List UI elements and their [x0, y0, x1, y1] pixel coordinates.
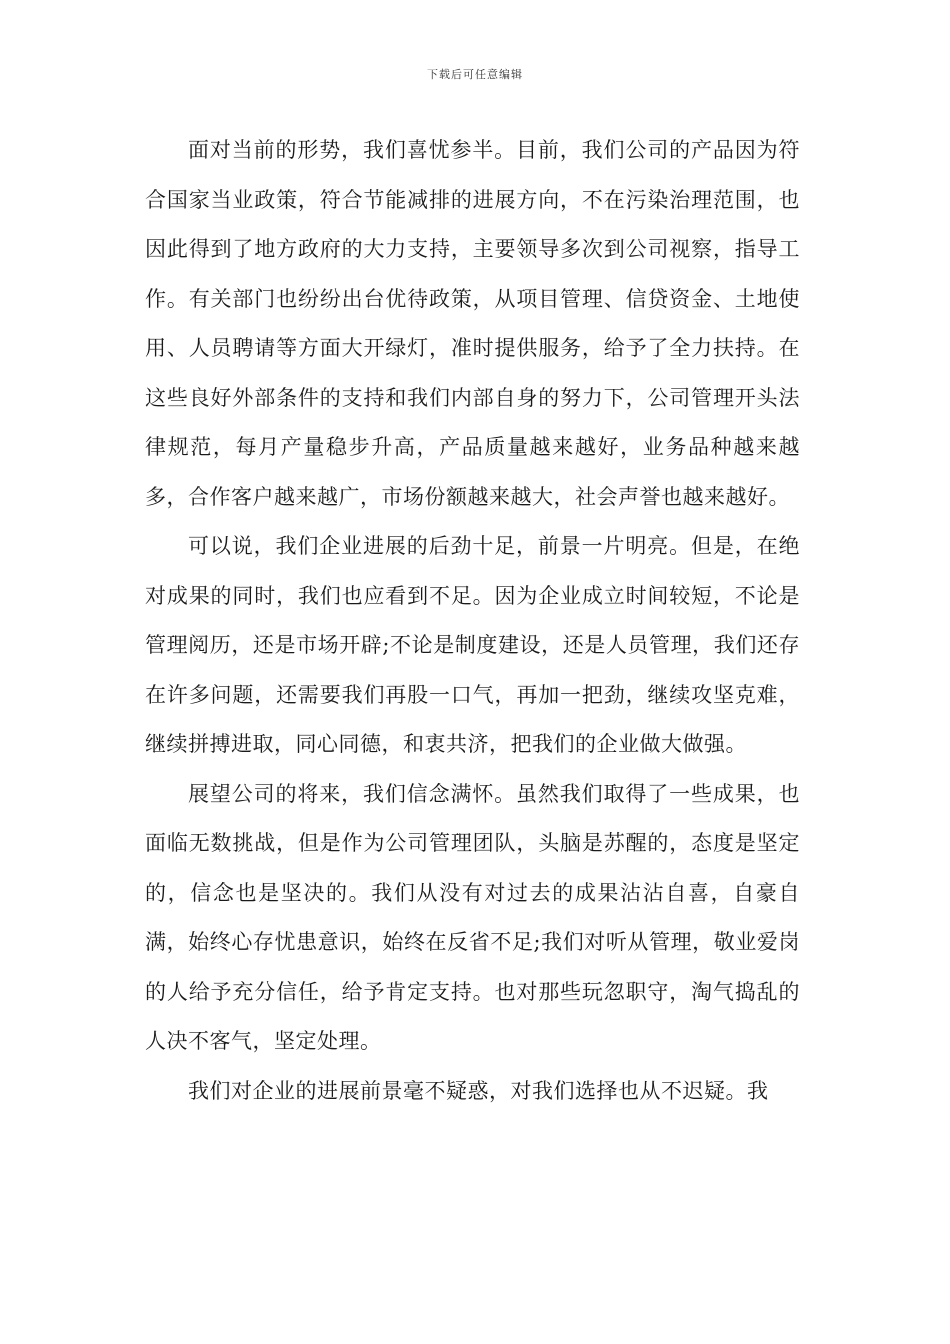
header-note: 下载后可任意编辑: [427, 68, 523, 81]
paragraph-4: 我们对企业的进展前景毫不疑惑，对我们选择也从不迟疑。我: [188, 1078, 769, 1103]
paragraph-3: 展望公司的将来，我们信念满怀。虽然我们取得了一些成果，也面临无数挑战，但是作为公司管理团队，头脑是苏醒的，态度是坚定的，信念也是坚决的。我们从没有对过去的成果沾沾自喜，自豪自满，始终心存忧患意识，始终在反省不足;我们对听从管理，敬业爱岗的人给予充分信任，给予肯定支持。也对那些玩忽职守，淘气捣乱的人决不客气，坚定处理。: [145, 781, 800, 1053]
paragraph-2: 可以说，我们企业进展的后劲十足，前景一片明亮。但是，在绝对成果的同时，我们也应看到不足。因为企业成立时间较短，不论是管理阅历，还是市场开辟;不论是制度建设，还是人员管理，我们还存在许多问题，还需要我们再股一口气，再加一把劲，继续攻坚克难，继续拼搏进取，同心同德，和衷共济，把我们的企业做大做强。: [145, 534, 800, 756]
document-body: [145, 126, 800, 1116]
paragraph-1: 面对当前的形势，我们喜忧参半。目前，我们公司的产品因为符合国家当业政策，符合节能减排的进展方向，不在污染治理范围，也因此得到了地方政府的大力支持，主要领导多次到公司视察，指导工作。有关部门也纷纷出台优待政策，从项目管理、信贷资金、土地使用、人员聘请等方面大开绿灯，准时提供服务，给予了全力扶持。在这些良好外部条件的支持和我们内部自身的努力下，公司管理开头法律规范，每月产量稳步升高，产品质量越来越好，业务品种越来越多，合作客户越来越广，市场份额越来越大，社会声誉也越来越好。: [145, 138, 800, 509]
